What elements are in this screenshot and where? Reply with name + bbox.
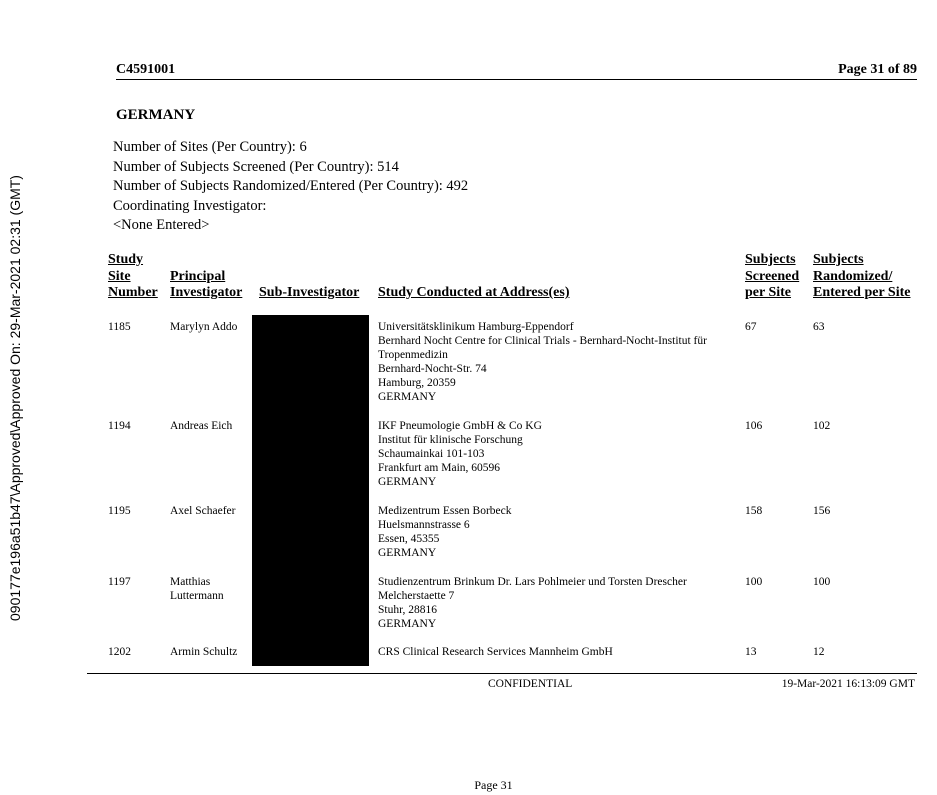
coordinating-investigator-label: Coordinating Investigator: — [113, 197, 267, 214]
table-row-address: Universitätsklinikum Hamburg-Eppendorf Bernhard Nocht Centre for Clinical Trials - Bernhard-Nocht-Institut für Tropenmedizin Bernhard-Nocht-Str. 74 Hamburg, 20359 GERMANY — [378, 321, 707, 403]
table-row-randomized: 63 — [813, 321, 825, 333]
table-row-address: Studienzentrum Brinkum Dr. Lars Pohlmeier und Torsten Drescher Melcherstaette 7 Stuhr, 28816 GERMANY — [378, 576, 687, 630]
country-stats — [113, 138, 468, 236]
table-row-screened: 13 — [745, 646, 757, 658]
table-row-randomized: 156 — [813, 505, 831, 517]
coordinating-investigator-value: <None Entered> — [113, 217, 210, 233]
approval-stamp-text: 090177e196a51b47\Approved\Approved On: 29-Mar-2021 02:31 (GMT) — [7, 174, 23, 621]
col-header-site: Study Site Number — [108, 252, 158, 300]
page-header — [116, 62, 917, 80]
page-number: Page 31 — [474, 778, 513, 792]
table-row-pi: Andreas Eich — [170, 420, 233, 432]
col-header-address: Study Conducted at Address(es) — [378, 285, 570, 300]
table-row-site: 1197 — [108, 576, 131, 588]
country-heading: GERMANY — [116, 107, 196, 123]
confidential-label: CONFIDENTIAL — [488, 678, 573, 690]
table-row-screened: 100 — [745, 576, 763, 588]
sites-count: Number of Sites (Per Country): 6 — [113, 139, 307, 155]
table-row-screened: 106 — [745, 420, 763, 432]
screened-count: Number of Subjects Screened (Per Country): 514 — [113, 158, 399, 175]
table-row-site: 1194 — [108, 420, 131, 432]
col-header-pi: Principal Investigator — [170, 268, 243, 300]
redaction-block — [252, 315, 369, 666]
table-row-screened: 67 — [745, 321, 757, 333]
table-row-pi: Axel Schaefer — [170, 505, 236, 517]
table-row-address: CRS Clinical Research Services Mannheim GmbH — [378, 646, 613, 658]
col-header-randomized: Subjects Randomized/ Entered per Site — [813, 252, 911, 300]
table-row-screened: 158 — [745, 505, 763, 517]
table-row-pi: Marylyn Addo — [170, 321, 238, 333]
table-row-site: 1202 — [108, 646, 131, 658]
header-page-number: Page 31 of 89 — [838, 62, 917, 77]
approval-stamp — [2, 0, 28, 795]
table-row-address: Medizentrum Essen Borbeck Huelsmannstrasse 6 Essen, 45355 GERMANY — [378, 505, 512, 559]
table-row-randomized: 12 — [813, 646, 825, 658]
table-row-address: IKF Pneumologie GmbH & Co KG Institut für klinische Forschung Schaumainkai 101-103 Frankfurt am Main, 60596 GERMANY — [378, 420, 542, 488]
col-header-screened: Subjects Screened per Site — [745, 252, 800, 300]
col-header-sub: Sub-Investigator — [259, 285, 360, 300]
randomized-count: Number of Subjects Randomized/Entered (Per Country): 492 — [113, 178, 469, 194]
table-row-randomized: 102 — [813, 420, 831, 432]
table-row-pi: Matthias Luttermann — [170, 576, 224, 602]
table-row-randomized: 100 — [813, 576, 831, 588]
table-row-site: 1195 — [108, 505, 131, 517]
footer-rule — [87, 673, 917, 674]
table-row-site: 1185 — [108, 321, 131, 333]
table-row-pi: Armin Schultz — [170, 646, 238, 658]
footer-timestamp: 19-Mar-2021 16:13:09 GMT — [781, 678, 915, 690]
protocol-id: C4591001 — [116, 62, 176, 77]
